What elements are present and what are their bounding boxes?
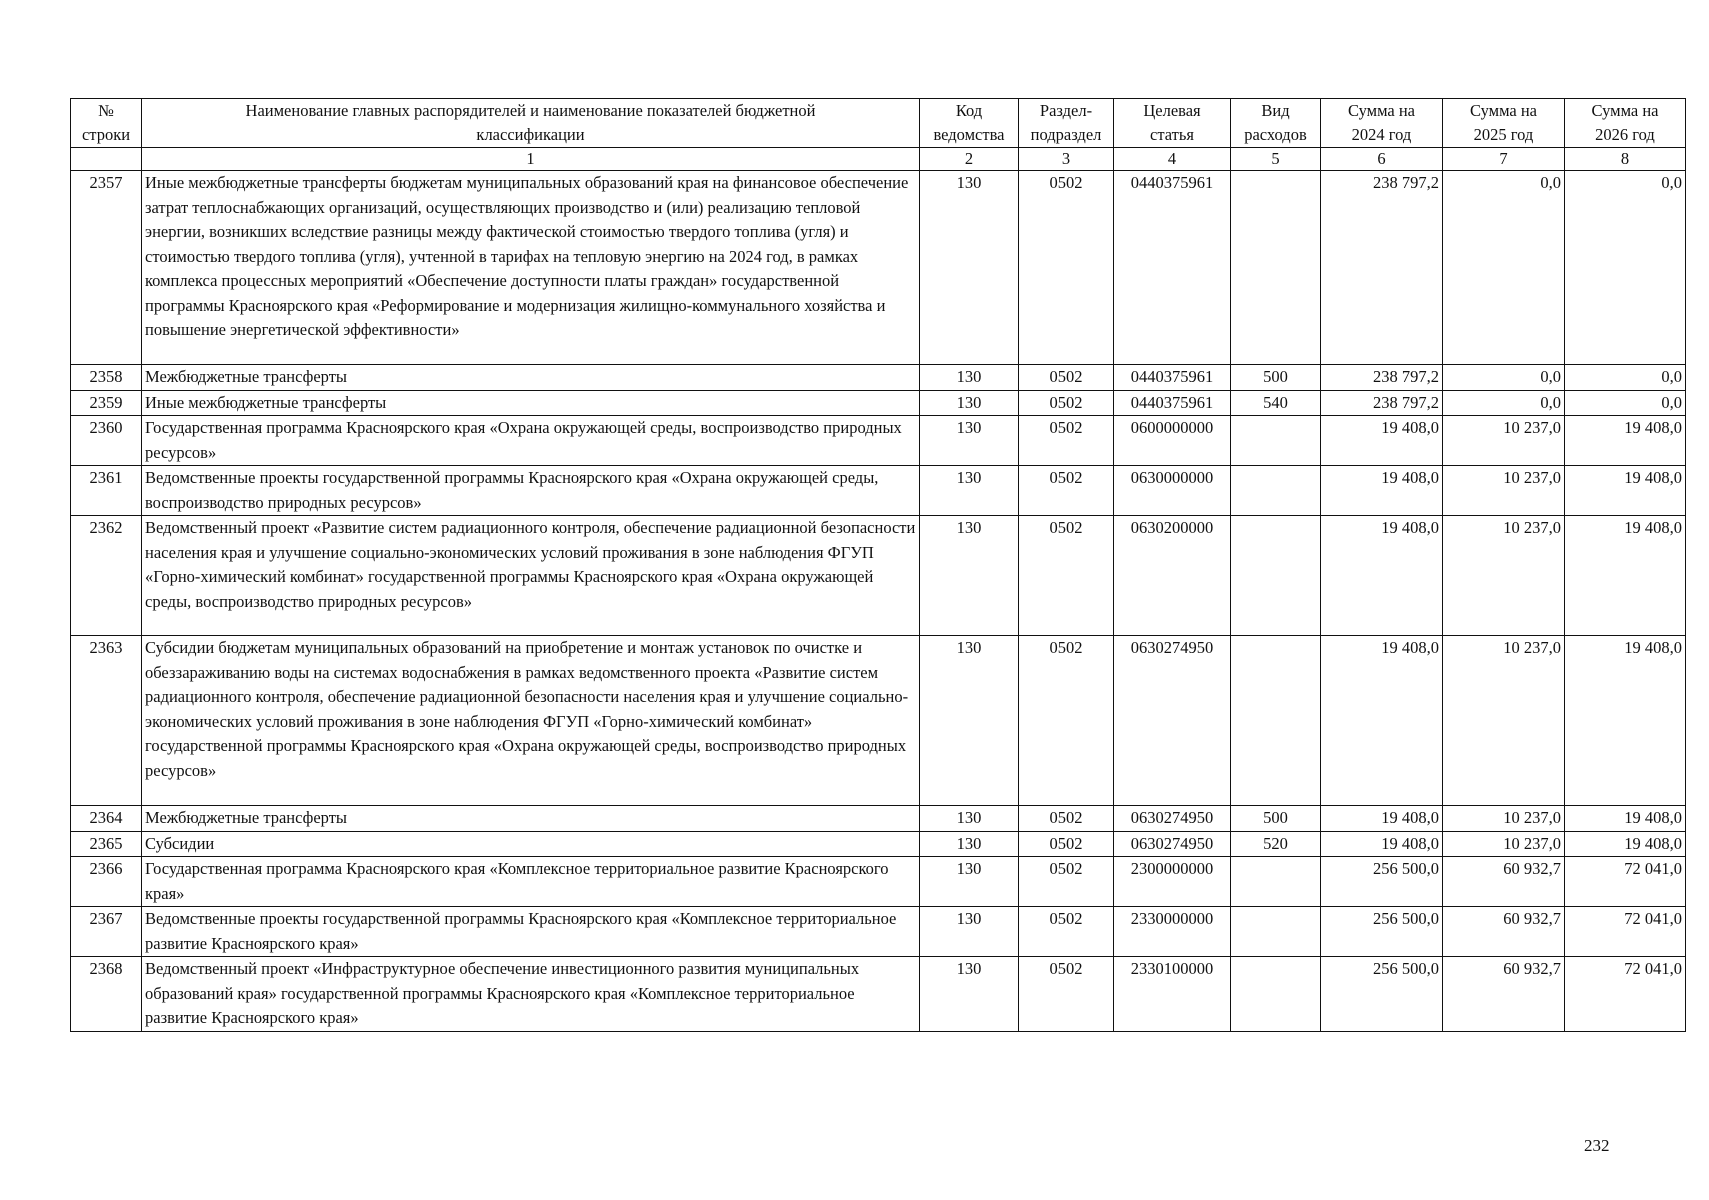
cell-razdel: 0502 <box>1019 907 1114 957</box>
cell-sum-2025: 60 932,7 <box>1443 907 1565 957</box>
cell-razdel: 0502 <box>1019 636 1114 806</box>
cell-razdel: 0502 <box>1019 957 1114 1032</box>
cell-razdel: 0502 <box>1019 390 1114 416</box>
table-row <box>71 857 1686 907</box>
cell-sum-2024: 238 797,2 <box>1321 171 1443 365</box>
cell-vr <box>1231 957 1321 1032</box>
header-cell-row-number: № строки <box>71 99 142 148</box>
cell-sum-2025: 10 237,0 <box>1443 636 1565 806</box>
column-number: 3 <box>1019 148 1114 171</box>
cell-sum-2026: 0,0 <box>1565 390 1686 416</box>
cell-name: Иные межбюджетные трансферты бюджетам муниципальных образований края на финансовое обеспечение затрат теплоснабжающих организаций, осуществляющих производство и (или) реализацию тепловой энергии, возникших вследствие разницы между фактической стоимостью твердого топлива (угля) и стоимостью твердого топлива (угля), учтенной в тарифах на тепловую энергию на 2024 год, в рамках комплекса процессных мероприятий «Обеспечение доступности платы граждан» государственной программы Красноярского края «Реформирование и модернизация жилищно-коммунального хозяйства и повышение энергетической эффективности» <box>142 171 920 365</box>
cell-row-number: 2358 <box>71 365 142 391</box>
cell-sum-2026: 72 041,0 <box>1565 857 1686 907</box>
cell-cst: 2330100000 <box>1114 957 1231 1032</box>
cell-cst: 0600000000 <box>1114 416 1231 466</box>
table-row <box>71 466 1686 516</box>
cell-razdel: 0502 <box>1019 466 1114 516</box>
cell-vr: 500 <box>1231 806 1321 832</box>
cell-sum-2025: 10 237,0 <box>1443 416 1565 466</box>
header-cell-sum-2024: Сумма на 2024 год <box>1321 99 1443 148</box>
cell-cst: 2300000000 <box>1114 857 1231 907</box>
cell-row-number: 2364 <box>71 806 142 832</box>
cell-sum-2024: 19 408,0 <box>1321 516 1443 636</box>
cell-name: Межбюджетные трансферты <box>142 365 920 391</box>
cell-sum-2026: 0,0 <box>1565 171 1686 365</box>
cell-sum-2025: 0,0 <box>1443 365 1565 391</box>
cell-row-number: 2367 <box>71 907 142 957</box>
cell-ved: 130 <box>920 907 1019 957</box>
cell-cst: 0440375961 <box>1114 171 1231 365</box>
cell-sum-2024: 19 408,0 <box>1321 806 1443 832</box>
cell-vr <box>1231 516 1321 636</box>
cell-ved: 130 <box>920 365 1019 391</box>
cell-sum-2025: 60 932,7 <box>1443 957 1565 1032</box>
cell-ved: 130 <box>920 171 1019 365</box>
cell-sum-2025: 0,0 <box>1443 390 1565 416</box>
cell-cst: 0440375961 <box>1114 365 1231 391</box>
cell-name: Ведомственный проект «Развитие систем радиационного контроля, обеспечение радиационной безопасности населения края и улучшение социально-экономических условий проживания в зоне наблюдения ФГУП «Горно-химический комбинат» государственной программы Красноярского края «Охрана окружающей среды, воспроизводство природных ресурсов» <box>142 516 920 636</box>
header-cell-sum-2025: Сумма на 2025 год <box>1443 99 1565 148</box>
cell-row-number: 2359 <box>71 390 142 416</box>
cell-vr <box>1231 907 1321 957</box>
cell-vr <box>1231 416 1321 466</box>
cell-sum-2026: 72 041,0 <box>1565 957 1686 1032</box>
cell-sum-2024: 256 500,0 <box>1321 957 1443 1032</box>
column-number <box>71 148 142 171</box>
cell-sum-2025: 0,0 <box>1443 171 1565 365</box>
column-number: 6 <box>1321 148 1443 171</box>
cell-sum-2024: 256 500,0 <box>1321 857 1443 907</box>
column-number: 7 <box>1443 148 1565 171</box>
cell-name: Межбюджетные трансферты <box>142 806 920 832</box>
cell-ved: 130 <box>920 516 1019 636</box>
cell-ved: 130 <box>920 416 1019 466</box>
cell-vr: 540 <box>1231 390 1321 416</box>
header-row <box>71 99 1686 148</box>
page-number: 232 <box>1584 1136 1610 1155</box>
cell-ved: 130 <box>920 390 1019 416</box>
cell-sum-2025: 10 237,0 <box>1443 516 1565 636</box>
header-cell-name: Наименование главных распорядителей и наименование показателей бюджетной классификации <box>142 99 920 148</box>
cell-name: Иные межбюджетные трансферты <box>142 390 920 416</box>
cell-name: Ведомственный проект «Инфраструктурное обеспечение инвестиционного развития муниципальных образований края» государственной программы Красноярского края «Комплексное территориальное развитие Красноярского края» <box>142 957 920 1032</box>
cell-razdel: 0502 <box>1019 806 1114 832</box>
header-cell-vr: Вид расходов <box>1231 99 1321 148</box>
cell-name: Субсидии бюджетам муниципальных образований на приобретение и монтаж установок по очистке и обеззараживанию воды на системах водоснабжения в рамках ведомственного проекта «Развитие систем радиационного контроля, обеспечение радиационной безопасности населения края и улучшение социально-экономических условий проживания в зоне наблюдения ФГУП «Горно-химический комбинат» государственной программы Красноярского края «Охрана окружающей среды, воспроизводство природных ресурсов» <box>142 636 920 806</box>
cell-cst: 0630200000 <box>1114 516 1231 636</box>
cell-sum-2024: 19 408,0 <box>1321 636 1443 806</box>
table-row <box>71 516 1686 636</box>
table-body <box>71 171 1686 1032</box>
column-number: 2 <box>920 148 1019 171</box>
cell-sum-2025: 60 932,7 <box>1443 857 1565 907</box>
cell-sum-2025: 10 237,0 <box>1443 466 1565 516</box>
table-row <box>71 416 1686 466</box>
table-row <box>71 171 1686 365</box>
cell-ved: 130 <box>920 857 1019 907</box>
cell-ved: 130 <box>920 831 1019 857</box>
cell-sum-2024: 256 500,0 <box>1321 907 1443 957</box>
cell-ved: 130 <box>920 957 1019 1032</box>
table-row <box>71 907 1686 957</box>
cell-cst: 0630274950 <box>1114 636 1231 806</box>
cell-sum-2026: 19 408,0 <box>1565 831 1686 857</box>
cell-sum-2026: 72 041,0 <box>1565 907 1686 957</box>
cell-vr <box>1231 466 1321 516</box>
cell-sum-2024: 19 408,0 <box>1321 831 1443 857</box>
column-number: 8 <box>1565 148 1686 171</box>
cell-razdel: 0502 <box>1019 171 1114 365</box>
cell-row-number: 2366 <box>71 857 142 907</box>
cell-name: Государственная программа Красноярского края «Охрана окружающей среды, воспроизводство природных ресурсов» <box>142 416 920 466</box>
cell-sum-2024: 19 408,0 <box>1321 466 1443 516</box>
cell-sum-2026: 19 408,0 <box>1565 636 1686 806</box>
cell-row-number: 2365 <box>71 831 142 857</box>
cell-vr: 520 <box>1231 831 1321 857</box>
column-number-row <box>71 148 1686 171</box>
cell-razdel: 0502 <box>1019 857 1114 907</box>
cell-sum-2024: 238 797,2 <box>1321 390 1443 416</box>
cell-sum-2024: 238 797,2 <box>1321 365 1443 391</box>
cell-ved: 130 <box>920 636 1019 806</box>
cell-ved: 130 <box>920 806 1019 832</box>
header-cell-sum-2026: Сумма на 2026 год <box>1565 99 1686 148</box>
table-row <box>71 831 1686 857</box>
cell-sum-2024: 19 408,0 <box>1321 416 1443 466</box>
cell-razdel: 0502 <box>1019 365 1114 391</box>
cell-razdel: 0502 <box>1019 516 1114 636</box>
header-cell-razdel: Раздел- подраздел <box>1019 99 1114 148</box>
cell-row-number: 2362 <box>71 516 142 636</box>
cell-vr <box>1231 171 1321 365</box>
cell-sum-2026: 19 408,0 <box>1565 416 1686 466</box>
cell-vr <box>1231 857 1321 907</box>
cell-cst: 0630274950 <box>1114 806 1231 832</box>
cell-name: Ведомственные проекты государственной программы Красноярского края «Охрана окружающей среды, воспроизводство природных ресурсов» <box>142 466 920 516</box>
table-row <box>71 390 1686 416</box>
budget-table <box>70 98 1686 1032</box>
cell-ved: 130 <box>920 466 1019 516</box>
column-number: 1 <box>142 148 920 171</box>
cell-cst: 0630000000 <box>1114 466 1231 516</box>
cell-name: Государственная программа Красноярского края «Комплексное территориальное развитие Красноярского края» <box>142 857 920 907</box>
cell-row-number: 2357 <box>71 171 142 365</box>
cell-razdel: 0502 <box>1019 416 1114 466</box>
cell-cst: 2330000000 <box>1114 907 1231 957</box>
cell-row-number: 2363 <box>71 636 142 806</box>
column-number: 5 <box>1231 148 1321 171</box>
cell-cst: 0630274950 <box>1114 831 1231 857</box>
table-row <box>71 957 1686 1032</box>
cell-razdel: 0502 <box>1019 831 1114 857</box>
table-row <box>71 636 1686 806</box>
cell-row-number: 2368 <box>71 957 142 1032</box>
header-cell-ved: Код ведомства <box>920 99 1019 148</box>
cell-sum-2025: 10 237,0 <box>1443 806 1565 832</box>
cell-row-number: 2360 <box>71 416 142 466</box>
cell-sum-2026: 19 408,0 <box>1565 466 1686 516</box>
table-row <box>71 806 1686 832</box>
cell-sum-2026: 0,0 <box>1565 365 1686 391</box>
cell-name: Ведомственные проекты государственной программы Красноярского края «Комплексное территориальное развитие Красноярского края» <box>142 907 920 957</box>
column-number: 4 <box>1114 148 1231 171</box>
cell-name: Субсидии <box>142 831 920 857</box>
cell-sum-2026: 19 408,0 <box>1565 516 1686 636</box>
cell-vr: 500 <box>1231 365 1321 391</box>
table-row <box>71 365 1686 391</box>
cell-cst: 0440375961 <box>1114 390 1231 416</box>
cell-row-number: 2361 <box>71 466 142 516</box>
cell-vr <box>1231 636 1321 806</box>
cell-sum-2026: 19 408,0 <box>1565 806 1686 832</box>
header-cell-cst: Целевая статья <box>1114 99 1231 148</box>
cell-sum-2025: 10 237,0 <box>1443 831 1565 857</box>
